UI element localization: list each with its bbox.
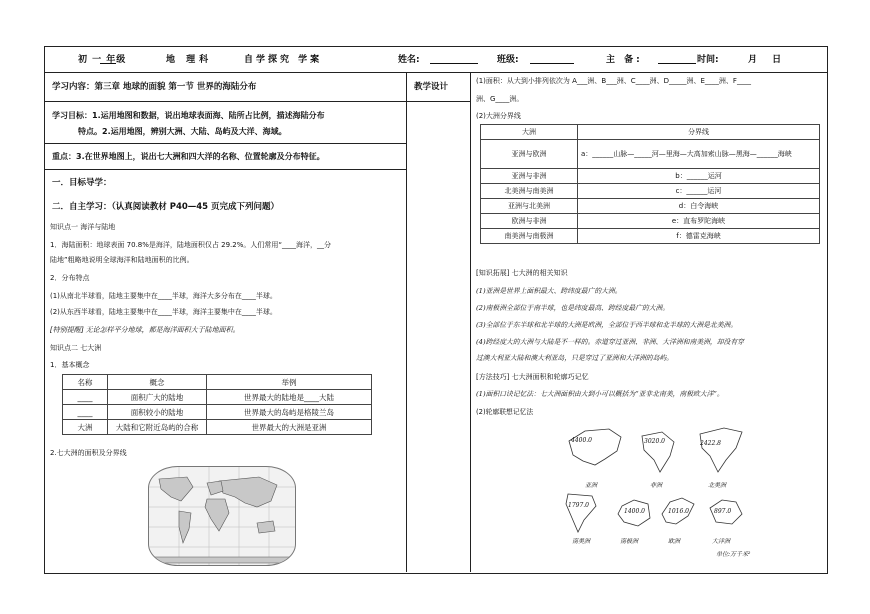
table-header: 举例 [207,375,372,390]
concept-table [62,374,372,435]
table-cell: 大陆和它附近岛屿的合称 [108,420,207,435]
table-row [63,405,372,420]
question-2: 2．分布特点 [50,274,90,282]
table-row [63,420,372,435]
oceania-shape [257,521,275,533]
europe-shape [207,481,223,495]
column-divider-2 [470,72,471,572]
world-map-graphic [149,467,295,565]
question-1b: 陆地”粗略地说明全球海洋和陆地面积的比例。 [50,256,194,264]
europe-name: 欧洲 [668,538,681,545]
method-title: [方法技巧] 七大洲面积和轮廓巧记忆 [476,373,589,381]
section-self-study: 二．自主学习：（认真阅读教材 P40—45 页完成下列问题） [52,202,280,212]
continent-sketch-europe [658,494,698,545]
table-row [481,169,820,184]
south-america-outline [562,490,602,534]
table-cell: ____ [63,390,108,405]
table-cell: e：直布罗陀海峡 [578,214,820,229]
map-caption: 2.七大洲的面积及分界线 [50,449,127,457]
column-divider-1 [406,72,407,572]
area-question-b: 洲、G____洲。 [476,95,524,103]
knowledge-point-2: 知识点二 七大洲 [50,344,102,352]
table-header: 分界线 [578,125,820,140]
name-field[interactable] [430,55,478,64]
table-cell: 面积广大的陆地 [108,390,207,405]
question-1a: 1．海陆面积：地球表面 70.8%是海洋，陆地面积仅占 29.2%。人们常用“____海洋，__分 [50,241,332,249]
table-cell: ____ [63,405,108,420]
key-point: 重点：3.在世界地图上，说出七大洲和四大洋的名称、位置轮廓及分布特征。 [52,152,325,161]
table-cell: d：白令海峡 [578,199,820,214]
method-2: (2)轮廓联想记忆法 [476,408,534,416]
learning-goal-2: 特点。2.运用地图，辨别大洲、大陆、岛屿及大洋、海域。 [78,127,287,136]
oceania-area: 897.0 [714,508,732,515]
table-cell: a：______山脉—_____河—里海—大高加索山脉—黑海—______海峡 [578,140,820,169]
section-goal-guide: 一．目标导学： [52,178,112,188]
continent-sketch-north-america [696,426,748,489]
header-grade: 初 一 年级 [78,55,127,65]
continent-sketch-south-america [562,490,602,545]
table-row [481,199,820,214]
time-label: 时间: [697,55,719,65]
extension-4b: 过澳大利亚大陆和澳大利亚岛，只是穿过了亚洲和大洋洲的岛屿。 [476,354,674,362]
table-row [481,184,820,199]
south-america-name: 南美洲 [572,538,591,545]
table-cell: c：______运河 [578,184,820,199]
extension-1: (1)亚洲是世界上面积最大、跨纬度最广的大洲。 [476,287,622,295]
table-cell: 大洲 [63,420,108,435]
author-field[interactable] [658,55,696,64]
table-cell: f：德雷克海峡 [578,229,820,244]
table-header-row [481,125,820,140]
author-label: 主 备: [606,55,643,65]
north-america-shape [159,477,193,501]
month-day: 月 日 [748,55,788,65]
table-header: 大洲 [481,125,578,140]
oceania-name: 大洋洲 [712,538,731,545]
antarctica-name: 南极洲 [620,538,639,545]
learning-content: 学习内容：第三章 地球的面貌 第一节 世界的海陆分布 [52,82,257,92]
boundary-table [480,124,820,244]
africa-area: 3020.0 [644,438,665,445]
knowledge-extension-title: [知识拓展] 七大洲的相关知识 [476,269,568,277]
africa-name: 非洲 [650,482,663,489]
boundary-title: (2)大洲分界线 [476,112,521,120]
table-cell: 亚洲与非洲 [481,169,578,184]
north-america-area: 2422.8 [700,440,721,447]
basic-concepts: 1．基本概念 [50,361,90,369]
grade-underline [100,55,116,64]
south-america-shape [179,511,191,543]
class-field[interactable] [530,55,574,64]
row-divider [44,169,406,170]
table-cell: 面积较小的陆地 [108,405,207,420]
extension-4a: (4)跨经度大的大洲与大陆是不一样的。赤道穿过亚洲、非洲、大洋洲和南美洲，却没有穿 [476,338,744,346]
knowledge-point-1: 知识点一 海洋与陆地 [50,223,116,231]
table-row [481,140,820,169]
table-cell: 南美洲与南极洲 [481,229,578,244]
antarctica-area: 1400.0 [624,508,645,515]
table-cell: 世界最大的岛屿是格陵兰岛 [207,405,372,420]
africa-outline [636,428,680,476]
asia-outline [565,425,623,475]
continent-sketch-africa [636,428,680,489]
table-cell: 亚洲与欧洲 [481,140,578,169]
north-america-name: 北美洲 [708,482,727,489]
table-row [481,214,820,229]
table-cell: b：______运河 [578,169,820,184]
header-subject: 地 理科 [166,55,213,65]
table-row [481,229,820,244]
extension-2: (2)南极洲全部位于南半球，也是纬度最高、跨经度最广的大洲。 [476,304,670,312]
table-cell: 世界最大的大洲是亚洲 [207,420,372,435]
table-row [63,390,372,405]
table-header: 名称 [63,375,108,390]
header-divider [44,72,827,73]
teaching-design-title: 教学设计 [414,82,449,92]
asia-shape [219,477,277,507]
row-divider [44,143,406,144]
table-cell: 北美洲与南美洲 [481,184,578,199]
area-question-a: (1)面积：从大到小排列依次为 A___洲、B___洲、C____洲、D_____洲、E____洲、F____ [476,77,751,85]
method-1: (1)面积口诀记忆法：七大洲面积由大到小可以概括为“亚非北南美，南极欧大洋”。 [476,390,724,398]
europe-area: 1016.0 [668,508,689,515]
africa-shape [205,499,229,531]
continent-sketch-oceania [706,496,746,545]
learning-goal-1: 学习目标：1.运用地图和数据，说出地球表面海、陆所占比例，描述海陆分布 [52,111,325,120]
extension-3: (3)全部位于东半球和北半球的大洲是欧洲，全部位于西半球和北半球的大洲是北美洲。 [476,321,738,329]
continent-sketch-antarctica [616,496,652,545]
area-unit: 单位:万千米² [716,551,751,558]
asia-name: 亚洲 [585,482,598,489]
question-2b: (2)从东西半球看，陆地主要集中在____半球，海洋主要集中在____半球。 [50,308,277,316]
antarctica-shape [155,557,289,563]
row-divider [44,101,470,102]
continent-sketch-asia [565,425,623,489]
table-cell: 亚洲与北美洲 [481,199,578,214]
table-cell: 欧洲与非洲 [481,214,578,229]
class-label: 班级: [497,55,519,65]
name-label: 姓名: [398,55,420,65]
table-header: 概念 [108,375,207,390]
world-map [148,466,296,566]
question-2a: (1)从南北半球看，陆地主要集中在____半球，海洋大多分布在____半球。 [50,292,277,300]
asia-area: 4400.0 [571,437,592,444]
north-america-outline [696,426,748,476]
table-header-row [63,375,372,390]
special-tip: [特别提醒] 无论怎样平分地球，都是海洋面积大于陆地面积。 [50,326,240,334]
table-cell: 世界最大的陆地是____大陆 [207,390,372,405]
header-type: 自学探究 学案 [244,55,323,65]
south-america-area: 1797.0 [568,502,589,509]
